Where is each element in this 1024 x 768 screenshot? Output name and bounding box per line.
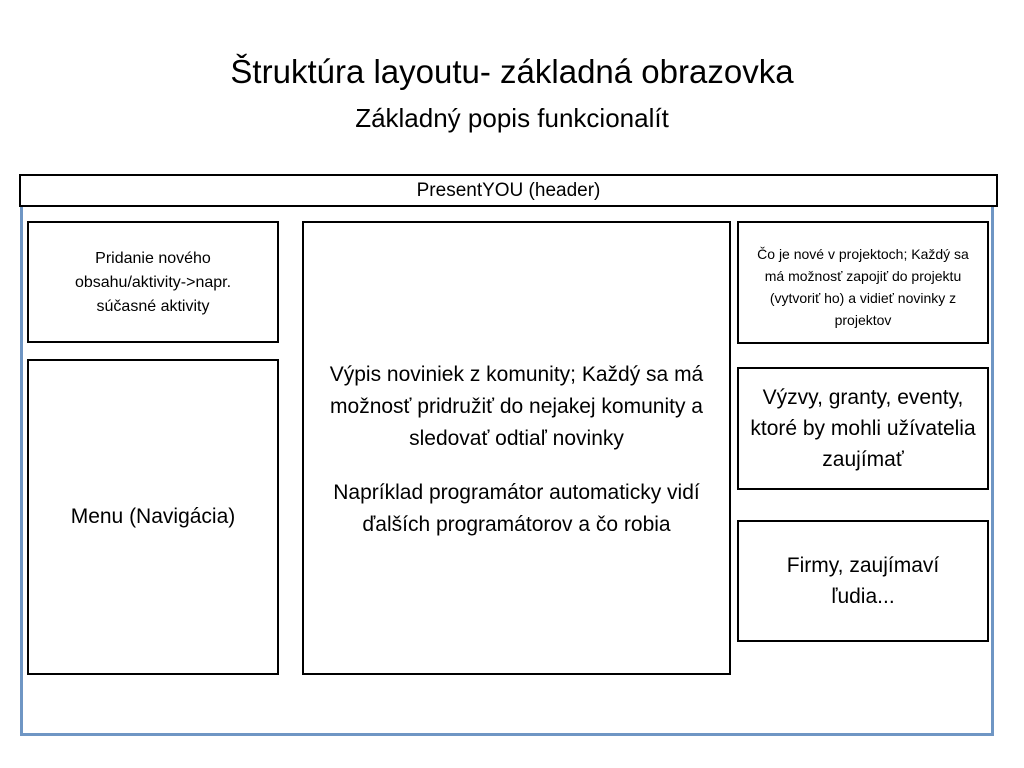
slide-subtitle: Základný popis funkcionalít — [355, 103, 669, 133]
header-box-label: PresentYOU (header) — [416, 179, 601, 201]
project-news-box-label: Čo je nové v projektoch; Každý sa má možnosť zapojiť do projektu (vytvoriť ho) a vidieť novinky z projektov — [757, 246, 969, 328]
add-content-box-label: Pridanie nového obsahu/aktivity->napr. súčasné aktivity — [74, 250, 232, 315]
calls-grants-events-box-label: Výzvy, granty, eventy, ktoré by mohli užívatelia zaujímať — [750, 386, 976, 471]
menu-navigation-box-label: Menu (Navigácia) — [70, 505, 236, 528]
calls-grants-events-box — [737, 367, 989, 490]
community-feed-paragraph-1: Výpis noviniek z komunity; Každý sa má možnosť pridružiť do nejakej komunity a sledovať odtiaľ novinky — [329, 363, 704, 450]
project-news-box — [737, 221, 989, 344]
companies-people-box — [737, 520, 989, 642]
header-box — [19, 174, 998, 207]
menu-navigation-box — [27, 359, 279, 675]
companies-people-box-label: Firmy, zaujímaví ľudia... — [786, 554, 940, 608]
slide-title: Štruktúra layoutu- základná obrazovka — [230, 53, 794, 90]
add-content-box — [27, 221, 279, 343]
community-feed-paragraph-2: Napríklad programátor automaticky vidí ďalších programátorov a čo robia — [333, 481, 700, 536]
community-feed-box — [302, 221, 731, 675]
